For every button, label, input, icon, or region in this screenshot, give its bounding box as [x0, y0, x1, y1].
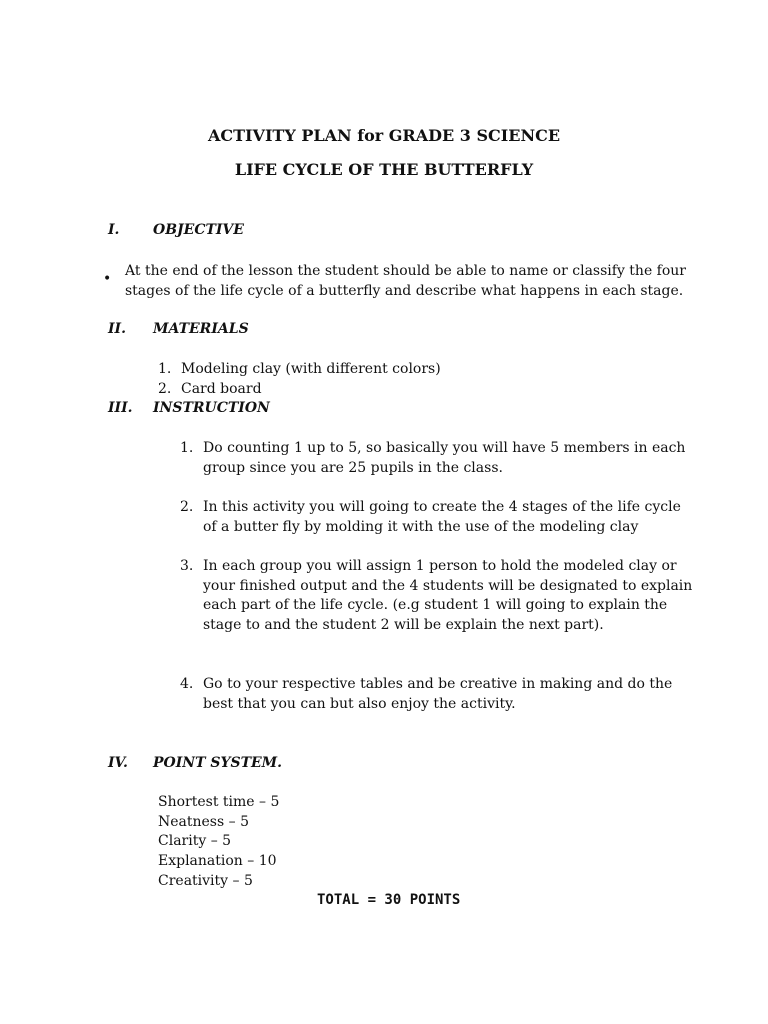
material-item: Modeling clay (with different colors) [181, 361, 441, 377]
objective-text: At the end of the lesson the student should be able to name or classify the four stages of the life cycle of a butterfly and describe what happens in each stage. [125, 263, 686, 299]
point-item: Explanation – 10 [158, 853, 277, 869]
instruction-step: In this activity you will going to create the 4 stages of the life cycle of a butter fly by molding it with the use of the modeling clay [203, 499, 681, 535]
point-item: Shortest time – 5 [158, 794, 280, 810]
section-heading-instruction: INSTRUCTION [153, 400, 270, 416]
list-number: 2. [158, 381, 172, 397]
instruction-step: Go to your respective tables and be creative in making and do the best that you can but also enjoy the activity. [203, 676, 673, 712]
section-numeral-point-system: IV. [108, 755, 128, 771]
section-heading-point-system: POINT SYSTEM. [153, 755, 283, 771]
point-item: Clarity – 5 [158, 833, 232, 849]
document-title: ACTIVITY PLAN for GRADE 3 SCIENCE [207, 126, 561, 145]
instruction-step: In each group you will assign 1 person to hold the modeled clay or your finished output and the 4 students will be designated to explain each part of the life cycle. (e.g student 1 will going to explain the stage to and the student 2 will be explain the next part). [203, 558, 693, 634]
section-heading-materials: MATERIALS [153, 321, 249, 337]
list-number: 3. [180, 558, 194, 574]
section-numeral-materials: II. [108, 321, 126, 337]
list-number: 4. [180, 676, 194, 692]
list-number: 2. [180, 499, 194, 515]
section-heading-objective: OBJECTIVE [153, 222, 244, 238]
document-subtitle: LIFE CYCLE OF THE BUTTERFLY [234, 160, 534, 179]
points-total: TOTAL = 30 POINTS [317, 892, 461, 908]
section-numeral-instruction: III. [108, 400, 133, 416]
section-numeral-objective: I. [108, 222, 120, 238]
instruction-step: Do counting 1 up to 5, so basically you will have 5 members in each group since you are 25 pupils in the class. [203, 440, 686, 476]
list-number: 1. [180, 440, 194, 456]
bullet-icon: • [103, 271, 112, 287]
material-item: Card board [181, 381, 262, 397]
point-item: Creativity – 5 [158, 873, 253, 889]
list-number: 1. [158, 361, 172, 377]
point-item: Neatness – 5 [158, 814, 249, 830]
